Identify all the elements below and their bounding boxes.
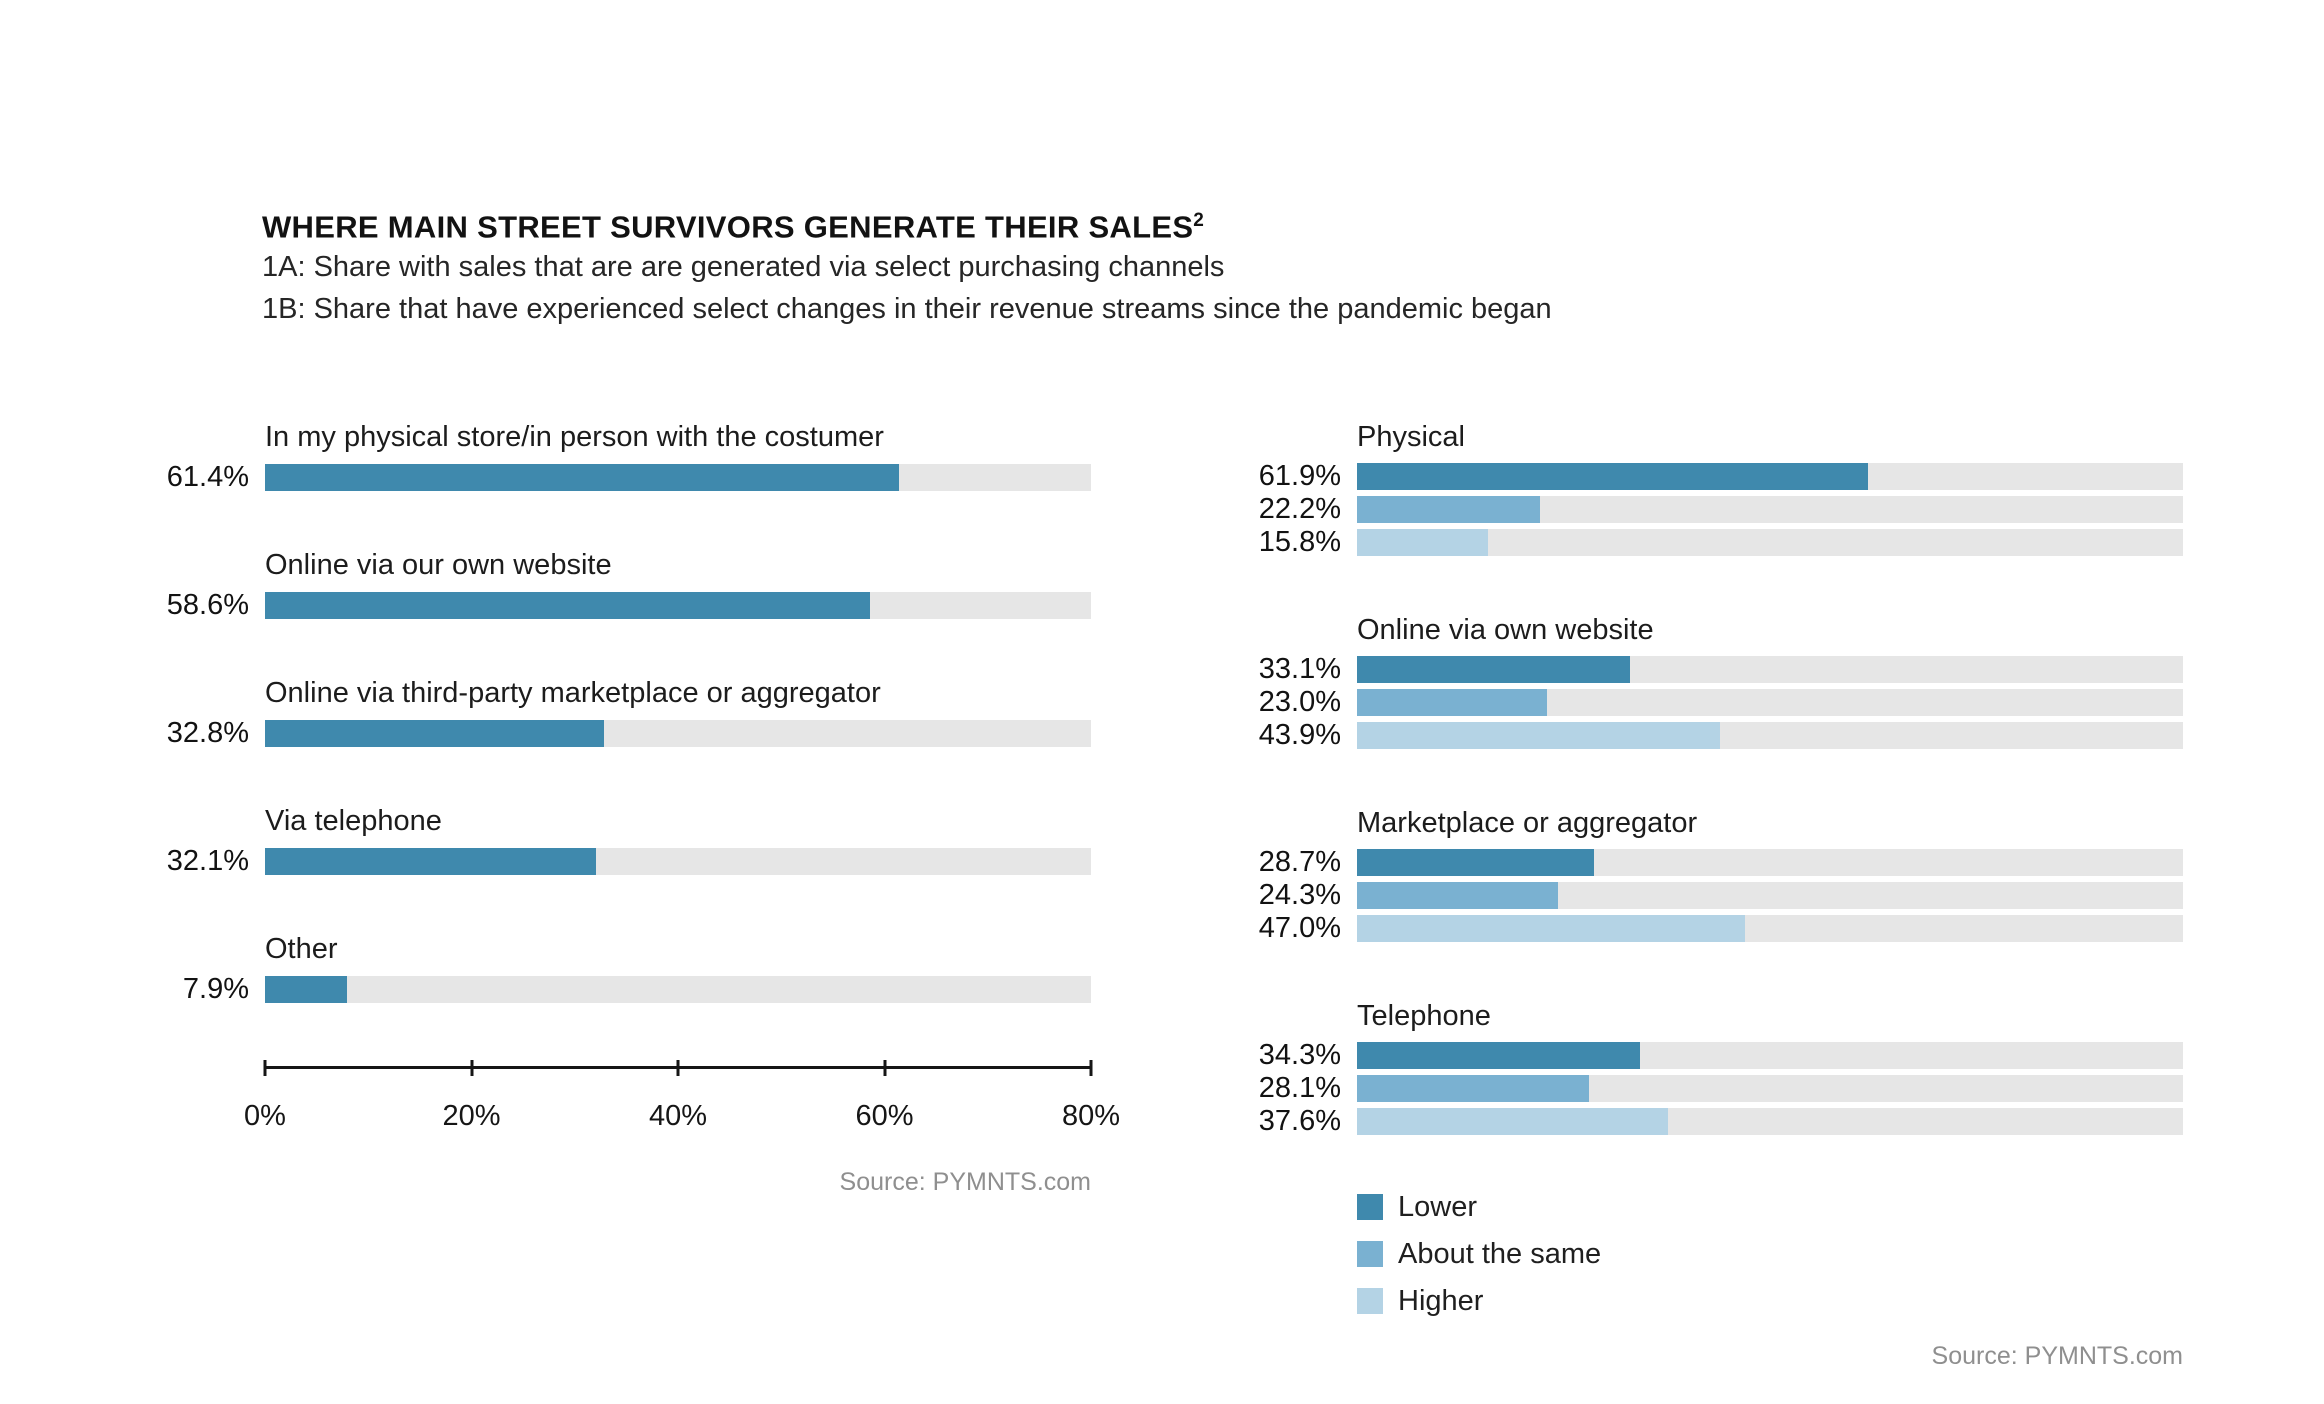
bar-track [1357,463,2183,490]
legend-swatch [1357,1194,1383,1220]
legend-swatch [1357,1241,1383,1267]
value-label: 15.8% [1258,526,1341,558]
axis-tick [264,1060,267,1076]
bar-track [1357,1042,2183,1069]
figure-title [262,202,1552,246]
bar-row [1231,528,2183,556]
legend-label: About the same [1398,1238,1602,1270]
bar-row [1231,655,2183,683]
legend-label: Higher [1398,1285,1484,1317]
footnote-marker: 2 [1193,210,1205,231]
category-label: Via telephone [265,805,442,837]
bar-row [139,975,1091,1003]
axis-tick [883,1060,886,1076]
bar-row [1231,914,2183,942]
bar-row [1231,1074,2183,1102]
bar-track [1357,496,2183,523]
figure-subtitle-1a: 1A: Share with sales that are are generated via select purchasing channels [262,251,1225,284]
bar-row [1231,1107,2183,1135]
axis-tick [677,1060,680,1076]
source-caption-1b: Source: PYMNTS.com [1931,1342,2183,1370]
value-label: 7.9% [182,973,249,1005]
bar-fill [1357,463,1868,490]
bar-fill [1357,1042,1640,1069]
bar-track [265,720,1091,747]
value-label: 24.3% [1258,879,1341,911]
bar-track [1357,882,2183,909]
chart-1b-bars [1231,420,2183,1135]
bar-row [1231,495,2183,523]
bar-track [265,976,1091,1003]
bar-fill [265,848,596,875]
axis-tick-label: 20% [442,1100,501,1132]
value-label: 28.1% [1258,1072,1341,1104]
bar-fill [1357,722,1720,749]
chart-1a-purchasing-channels [139,420,1121,1197]
bar-row [139,591,1091,619]
bar-fill [1357,915,1745,942]
figure-header [262,202,1552,330]
legend [1357,1192,2183,1316]
category-label: Telephone [1357,1000,1491,1032]
value-label: 58.6% [166,589,249,621]
value-label: 61.9% [1258,460,1341,492]
bar-track [265,848,1091,875]
bar-row [1231,1041,2183,1069]
bar-track [1357,915,2183,942]
bar-fill [265,720,604,747]
bar-fill [1357,496,1540,523]
bar-fill [1357,1075,1589,1102]
axis-tick [470,1060,473,1076]
bar-track [1357,1108,2183,1135]
value-label: 47.0% [1258,912,1341,944]
bar-track [1357,849,2183,876]
bar-track [1357,656,2183,683]
bar-group [1231,613,2183,749]
bar-group [139,548,1091,619]
value-label: 34.3% [1258,1039,1341,1071]
bar-fill [265,464,899,491]
value-label: 61.4% [166,461,249,493]
bar-group [139,676,1091,747]
legend-item [1357,1286,2183,1316]
bar-track [1357,1075,2183,1102]
value-label: 37.6% [1258,1105,1341,1137]
category-label: In my physical store/in person with the costumer [265,421,884,453]
axis-tick-label: 60% [855,1100,914,1132]
bar-row [139,463,1091,491]
bar-group [1231,999,2183,1135]
figure-title-text: WHERE MAIN STREET SURVIVORS GENERATE THEIR SALES [262,209,1194,245]
bar-track [1357,722,2183,749]
category-label: Physical [1357,421,1465,453]
category-label: Marketplace or aggregator [1357,807,1698,839]
category-label: Other [265,933,338,965]
bar-row [1231,881,2183,909]
axis-tick [1090,1060,1093,1076]
value-label: 22.2% [1258,493,1341,525]
x-axis [244,1060,1121,1152]
value-label: 28.7% [1258,846,1341,878]
axis-tick-label: 0% [244,1100,286,1132]
chart-1a-bars [139,420,1091,1003]
source-caption-1a: Source: PYMNTS.com [839,1168,1091,1196]
value-label: 23.0% [1258,686,1341,718]
bar-fill [265,976,347,1003]
category-label: Online via third-party marketplace or aggregator [265,677,881,709]
legend-item [1357,1192,2183,1222]
bar-group [139,804,1091,875]
bar-fill [265,592,870,619]
bar-row [139,719,1091,747]
figure-subtitle-1b: 1B: Share that have experienced select changes in their revenue streams since the pandemic began [262,293,1552,326]
bar-group [139,420,1091,491]
value-label: 32.1% [166,845,249,877]
axis-tick-label: 80% [1061,1100,1121,1132]
value-label: 43.9% [1258,719,1341,751]
bar-group [1231,420,2183,556]
legend-item [1357,1239,2183,1269]
bar-group [139,932,1091,1003]
bar-group [1231,806,2183,942]
bar-track [265,464,1091,491]
bar-track [265,592,1091,619]
axis-tick-label: 40% [648,1100,708,1132]
bar-track [1357,529,2183,556]
value-label: 32.8% [166,717,249,749]
legend-swatch [1357,1288,1383,1314]
value-label: 33.1% [1258,653,1341,685]
category-label: Online via our own website [265,549,612,581]
bar-fill [1357,1108,1668,1135]
bar-row [1231,462,2183,490]
bar-row [1231,848,2183,876]
category-label: Online via own website [1357,614,1654,646]
bar-row [1231,721,2183,749]
bar-row [1231,688,2183,716]
bar-fill [1357,849,1594,876]
bar-row [139,847,1091,875]
bar-fill [1357,689,1547,716]
bar-fill [1357,882,1558,909]
chart-1b-revenue-changes [1231,420,2183,1371]
bar-fill [1357,656,1630,683]
bar-fill [1357,529,1488,556]
bar-track [1357,689,2183,716]
legend-label: Lower [1398,1191,1477,1223]
